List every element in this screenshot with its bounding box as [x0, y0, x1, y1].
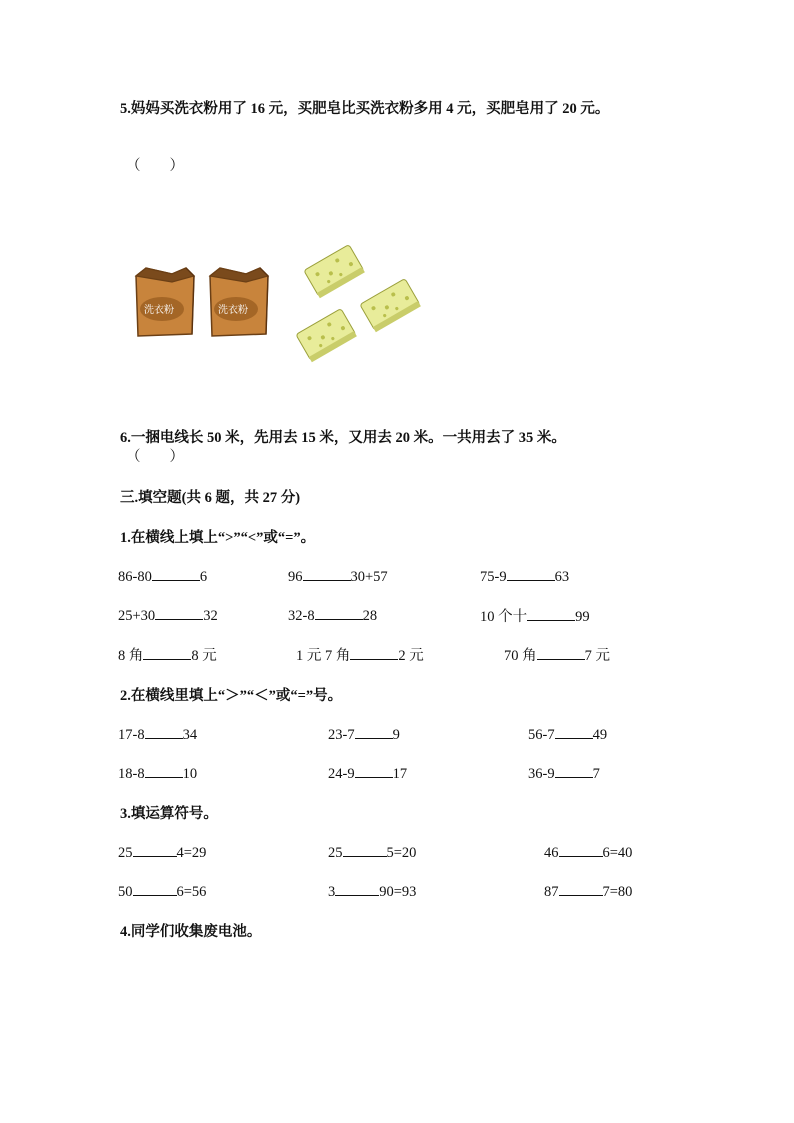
- answer-blank[interactable]: [343, 842, 387, 857]
- question-6: [120, 426, 566, 447]
- answer-blank[interactable]: [350, 645, 398, 660]
- soap-bar-icon: [304, 245, 365, 299]
- fill-1-title: 1.在横线上填上“>”“<”或“=”。: [120, 530, 316, 546]
- fill-4-title: 4.同学们收集废电池。: [120, 924, 262, 940]
- fill-3-item: 3 90=93: [328, 881, 416, 901]
- answer-blank[interactable]: [507, 566, 555, 581]
- fill-2-item: 36-9 7: [528, 763, 600, 783]
- answer-blank[interactable]: [335, 881, 379, 896]
- fill-2-item: 17-8 34: [118, 724, 197, 744]
- answer-blank[interactable]: [559, 842, 603, 857]
- fill-3-item: 87 7=80: [544, 881, 632, 901]
- detergent-bag-icon: [210, 268, 268, 336]
- answer-blank[interactable]: [145, 763, 183, 778]
- fill-3-title: 3.填运算符号。: [120, 806, 218, 822]
- question-5: [120, 97, 609, 118]
- bag-label: 洗衣粉: [144, 305, 174, 316]
- answer-blank[interactable]: [355, 763, 393, 778]
- answer-blank[interactable]: [315, 605, 363, 620]
- answer-blank[interactable]: [133, 842, 177, 857]
- q5-illustration: [128, 238, 428, 368]
- answer-blank[interactable]: [555, 724, 593, 739]
- detergent-bag-icon: [136, 268, 194, 336]
- answer-blank[interactable]: [133, 881, 177, 896]
- fill-2-item: 18-8 10: [118, 763, 197, 783]
- answer-blank[interactable]: [555, 763, 593, 778]
- q5-answer-paren[interactable]: （ ）: [126, 158, 184, 174]
- fill-3-item: 25 5=20: [328, 842, 416, 862]
- fill-1-item: 8 角 8 元: [118, 644, 217, 665]
- answer-blank[interactable]: [537, 645, 585, 660]
- answer-blank[interactable]: [145, 724, 183, 739]
- fill-2-item: 56-7 49: [528, 724, 607, 744]
- section-3-title: 三.填空题(共 6 题，共 27 分): [120, 490, 301, 506]
- soap-bar-icon: [360, 279, 421, 333]
- answer-blank[interactable]: [155, 605, 203, 620]
- answer-blank[interactable]: [303, 566, 351, 581]
- fill-3-item: 46 6=40: [544, 842, 632, 862]
- fill-3-item: 25 4=29: [118, 842, 206, 862]
- answer-blank[interactable]: [559, 881, 603, 896]
- q5-text: 5.妈妈买洗衣粉用了 16 元，买肥皂比买洗衣粉多用 4 元，买肥皂用了 20 元。: [120, 101, 610, 117]
- fill-1-item: 70 角 7 元: [504, 644, 610, 665]
- answer-blank[interactable]: [143, 645, 191, 660]
- fill-1-item: 25+30 32: [118, 605, 218, 625]
- fill-1-item: 75-9 63: [480, 566, 569, 586]
- answer-blank[interactable]: [527, 606, 575, 621]
- fill-1-item: 96 30+57: [288, 566, 388, 586]
- answer-blank[interactable]: [355, 724, 393, 739]
- fill-1-item: 10 个十 99: [480, 605, 590, 626]
- fill-3-item: 50 6=56: [118, 881, 206, 901]
- bag-label: 洗衣粉: [218, 305, 248, 316]
- fill-1-item: 1 元 7 角 2 元: [296, 644, 424, 665]
- answer-blank[interactable]: [152, 566, 200, 581]
- q6-answer-paren[interactable]: （ ）: [126, 449, 184, 465]
- fill-2-item: 23-7 9: [328, 724, 400, 744]
- fill-1-item: 32-8 28: [288, 605, 377, 625]
- q6-text: 6.一捆电线长 50 米，先用去 15 米，又用去 20 米。一共用去了 35 米。: [120, 430, 566, 446]
- fill-2-title: 2.在横线里填上“＞”“＜”或“=”号。: [120, 688, 343, 704]
- fill-2-item: 24-9 17: [328, 763, 407, 783]
- fill-1-item: 86-80 6: [118, 566, 207, 586]
- soap-bar-icon: [296, 309, 357, 363]
